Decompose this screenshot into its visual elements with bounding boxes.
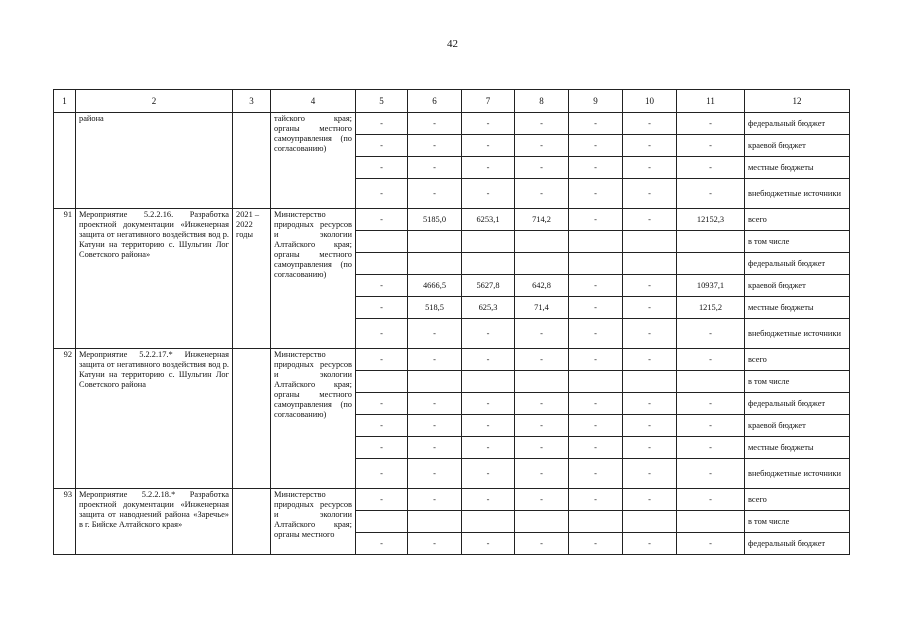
funding-value — [623, 371, 677, 393]
funding-value: 518,5 — [408, 297, 462, 319]
implementation-period: 2021 – 2022 годы — [233, 209, 271, 349]
funding-value — [569, 371, 623, 393]
funding-value: - — [462, 319, 515, 349]
funding-value: - — [677, 393, 745, 415]
funding-value — [569, 253, 623, 275]
funding-value: - — [677, 349, 745, 371]
funding-source: всего — [745, 489, 850, 511]
funding-value: - — [408, 437, 462, 459]
header-cell: 1 — [54, 90, 76, 113]
header-cell: 2 — [76, 90, 233, 113]
implementation-period — [233, 349, 271, 489]
funding-value: - — [515, 533, 569, 555]
funding-value: - — [356, 113, 408, 135]
funding-value: - — [462, 489, 515, 511]
funding-value: - — [677, 179, 745, 209]
funding-value: - — [356, 179, 408, 209]
funding-source: местные бюджеты — [745, 437, 850, 459]
implementation-period — [233, 113, 271, 209]
funding-value: - — [408, 319, 462, 349]
funding-value — [356, 371, 408, 393]
funding-value: - — [623, 415, 677, 437]
executor: тайского края; органы местного самоуправления (по согласованию) — [271, 113, 356, 209]
funding-value: - — [462, 437, 515, 459]
measure-title: Мероприятие 5.2.2.16. Разработка проектной документации «Инженерная защита от негативного воздействия вод р. Катуни на территорию с. Шульгин Лог Советского района» — [76, 209, 233, 349]
funding-value: - — [462, 179, 515, 209]
funding-value: - — [515, 489, 569, 511]
table-row — [54, 209, 850, 231]
funding-value: - — [569, 533, 623, 555]
program-table — [53, 89, 850, 555]
funding-value: 5627,8 — [462, 275, 515, 297]
funding-value — [462, 511, 515, 533]
funding-source: внебюджетные источники — [745, 459, 850, 489]
funding-source: в том числе — [745, 371, 850, 393]
funding-value: - — [462, 415, 515, 437]
funding-value: - — [623, 135, 677, 157]
funding-value: - — [623, 157, 677, 179]
funding-source: в том числе — [745, 511, 850, 533]
funding-value: - — [623, 113, 677, 135]
funding-value: - — [569, 489, 623, 511]
header-cell: 6 — [408, 90, 462, 113]
funding-value — [356, 511, 408, 533]
funding-value: - — [515, 459, 569, 489]
executor: Министерство природных ресурсов и экологии Алтайского края; органы местного самоуправления (по согласованию) — [271, 209, 356, 349]
header-cell: 4 — [271, 90, 356, 113]
funding-value: - — [356, 319, 408, 349]
funding-value: - — [623, 437, 677, 459]
funding-value — [677, 371, 745, 393]
funding-value: - — [569, 157, 623, 179]
header-cell: 7 — [462, 90, 515, 113]
funding-value — [623, 253, 677, 275]
table-row — [54, 349, 850, 371]
funding-value: - — [623, 319, 677, 349]
funding-value: - — [677, 319, 745, 349]
funding-value: - — [515, 437, 569, 459]
funding-value: - — [356, 209, 408, 231]
row-number: 92 — [54, 349, 76, 489]
funding-value: - — [623, 349, 677, 371]
funding-source: федеральный бюджет — [745, 533, 850, 555]
funding-value — [569, 231, 623, 253]
funding-value — [515, 511, 569, 533]
funding-value: - — [623, 297, 677, 319]
funding-value: - — [569, 459, 623, 489]
funding-value: 5185,0 — [408, 209, 462, 231]
funding-value: - — [569, 297, 623, 319]
funding-value: - — [515, 179, 569, 209]
funding-value: - — [623, 533, 677, 555]
funding-value: - — [356, 275, 408, 297]
funding-value: - — [515, 319, 569, 349]
funding-value: 71,4 — [515, 297, 569, 319]
funding-value: - — [356, 393, 408, 415]
funding-value: - — [356, 135, 408, 157]
funding-value: 10937,1 — [677, 275, 745, 297]
funding-value — [408, 371, 462, 393]
funding-value: - — [408, 179, 462, 209]
funding-value — [408, 253, 462, 275]
funding-value: - — [677, 135, 745, 157]
funding-value: - — [515, 415, 569, 437]
funding-value: - — [515, 349, 569, 371]
funding-value: - — [677, 459, 745, 489]
funding-value: 4666,5 — [408, 275, 462, 297]
funding-value: - — [569, 393, 623, 415]
header-cell: 8 — [515, 90, 569, 113]
funding-value: - — [677, 533, 745, 555]
funding-value — [356, 253, 408, 275]
funding-value: - — [462, 393, 515, 415]
funding-value — [408, 231, 462, 253]
funding-source: федеральный бюджет — [745, 393, 850, 415]
funding-value: 625,3 — [462, 297, 515, 319]
header-row — [54, 90, 850, 113]
funding-value: - — [462, 135, 515, 157]
funding-source: внебюджетные источники — [745, 319, 850, 349]
funding-value: - — [356, 297, 408, 319]
header-cell: 12 — [745, 90, 850, 113]
funding-value: - — [356, 415, 408, 437]
funding-value — [515, 371, 569, 393]
measure-title: района — [76, 113, 233, 209]
funding-value: 1215,2 — [677, 297, 745, 319]
funding-value: - — [462, 113, 515, 135]
funding-value — [356, 231, 408, 253]
funding-value: - — [515, 135, 569, 157]
funding-value: - — [623, 209, 677, 231]
table-row — [54, 489, 850, 511]
funding-value: - — [356, 489, 408, 511]
header-cell: 3 — [233, 90, 271, 113]
funding-value: - — [623, 489, 677, 511]
funding-value: 714,2 — [515, 209, 569, 231]
funding-value — [677, 231, 745, 253]
funding-value — [677, 253, 745, 275]
funding-value: - — [515, 393, 569, 415]
funding-value: - — [623, 459, 677, 489]
measure-title: Мероприятие 5.2.2.18.* Разработка проектной документации «Инженерная защита от наводнений района «Заречье» в г. Бийске Алтайского края» — [76, 489, 233, 555]
funding-value: - — [408, 393, 462, 415]
funding-source: местные бюджеты — [745, 297, 850, 319]
funding-value: - — [408, 415, 462, 437]
row-number — [54, 113, 76, 209]
funding-value — [623, 511, 677, 533]
funding-value: - — [569, 275, 623, 297]
funding-value: - — [408, 135, 462, 157]
funding-value — [569, 511, 623, 533]
funding-value: - — [677, 113, 745, 135]
header-cell: 10 — [623, 90, 677, 113]
funding-value: - — [569, 179, 623, 209]
funding-value: - — [356, 533, 408, 555]
funding-value: - — [408, 349, 462, 371]
funding-value: - — [408, 489, 462, 511]
funding-source: всего — [745, 349, 850, 371]
funding-value: - — [408, 157, 462, 179]
funding-value — [623, 231, 677, 253]
funding-source: федеральный бюджет — [745, 253, 850, 275]
funding-value: - — [515, 157, 569, 179]
funding-value: - — [462, 533, 515, 555]
funding-value: - — [677, 157, 745, 179]
funding-source: в том числе — [745, 231, 850, 253]
funding-value: - — [408, 459, 462, 489]
funding-value: - — [515, 113, 569, 135]
table-row — [54, 113, 850, 135]
funding-value: - — [677, 437, 745, 459]
funding-source: краевой бюджет — [745, 415, 850, 437]
header-cell: 9 — [569, 90, 623, 113]
funding-value: - — [356, 437, 408, 459]
funding-source: краевой бюджет — [745, 275, 850, 297]
header-cell: 11 — [677, 90, 745, 113]
funding-value: - — [569, 113, 623, 135]
funding-value: - — [408, 113, 462, 135]
funding-source: внебюджетные источники — [745, 179, 850, 209]
funding-value: - — [623, 393, 677, 415]
executor: Министерство природных ресурсов и экологии Алтайского края; органы местного — [271, 489, 356, 555]
funding-value: - — [569, 349, 623, 371]
funding-value: - — [462, 157, 515, 179]
funding-value: - — [677, 415, 745, 437]
funding-value: 6253,1 — [462, 209, 515, 231]
funding-value — [515, 253, 569, 275]
row-number: 93 — [54, 489, 76, 555]
funding-value: - — [623, 275, 677, 297]
funding-value: - — [569, 209, 623, 231]
funding-value — [462, 231, 515, 253]
funding-source: всего — [745, 209, 850, 231]
funding-value: - — [623, 179, 677, 209]
page-number: 42 — [447, 38, 458, 50]
funding-value: 12152,3 — [677, 209, 745, 231]
funding-value: - — [569, 319, 623, 349]
funding-value: - — [356, 349, 408, 371]
funding-source: краевой бюджет — [745, 135, 850, 157]
implementation-period — [233, 489, 271, 555]
funding-value: - — [462, 459, 515, 489]
funding-value: 642,8 — [515, 275, 569, 297]
funding-value — [408, 511, 462, 533]
row-number: 91 — [54, 209, 76, 349]
funding-value — [515, 231, 569, 253]
measure-title: Мероприятие 5.2.2.17.* Инженерная защита от негативного воздействия вод р. Катуни на территорию с. Шульгин Лог Советского района — [76, 349, 233, 489]
header-cell: 5 — [356, 90, 408, 113]
funding-value — [462, 371, 515, 393]
funding-value: - — [569, 135, 623, 157]
funding-value: - — [356, 459, 408, 489]
funding-value: - — [408, 533, 462, 555]
funding-value: - — [569, 415, 623, 437]
funding-value: - — [569, 437, 623, 459]
funding-value — [677, 511, 745, 533]
funding-source: федеральный бюджет — [745, 113, 850, 135]
funding-source: местные бюджеты — [745, 157, 850, 179]
funding-value: - — [677, 489, 745, 511]
funding-value: - — [462, 349, 515, 371]
funding-value — [462, 253, 515, 275]
executor: Министерство природных ресурсов и экологии Алтайского края; органы местного самоуправления (по согласованию) — [271, 349, 356, 489]
funding-value: - — [356, 157, 408, 179]
